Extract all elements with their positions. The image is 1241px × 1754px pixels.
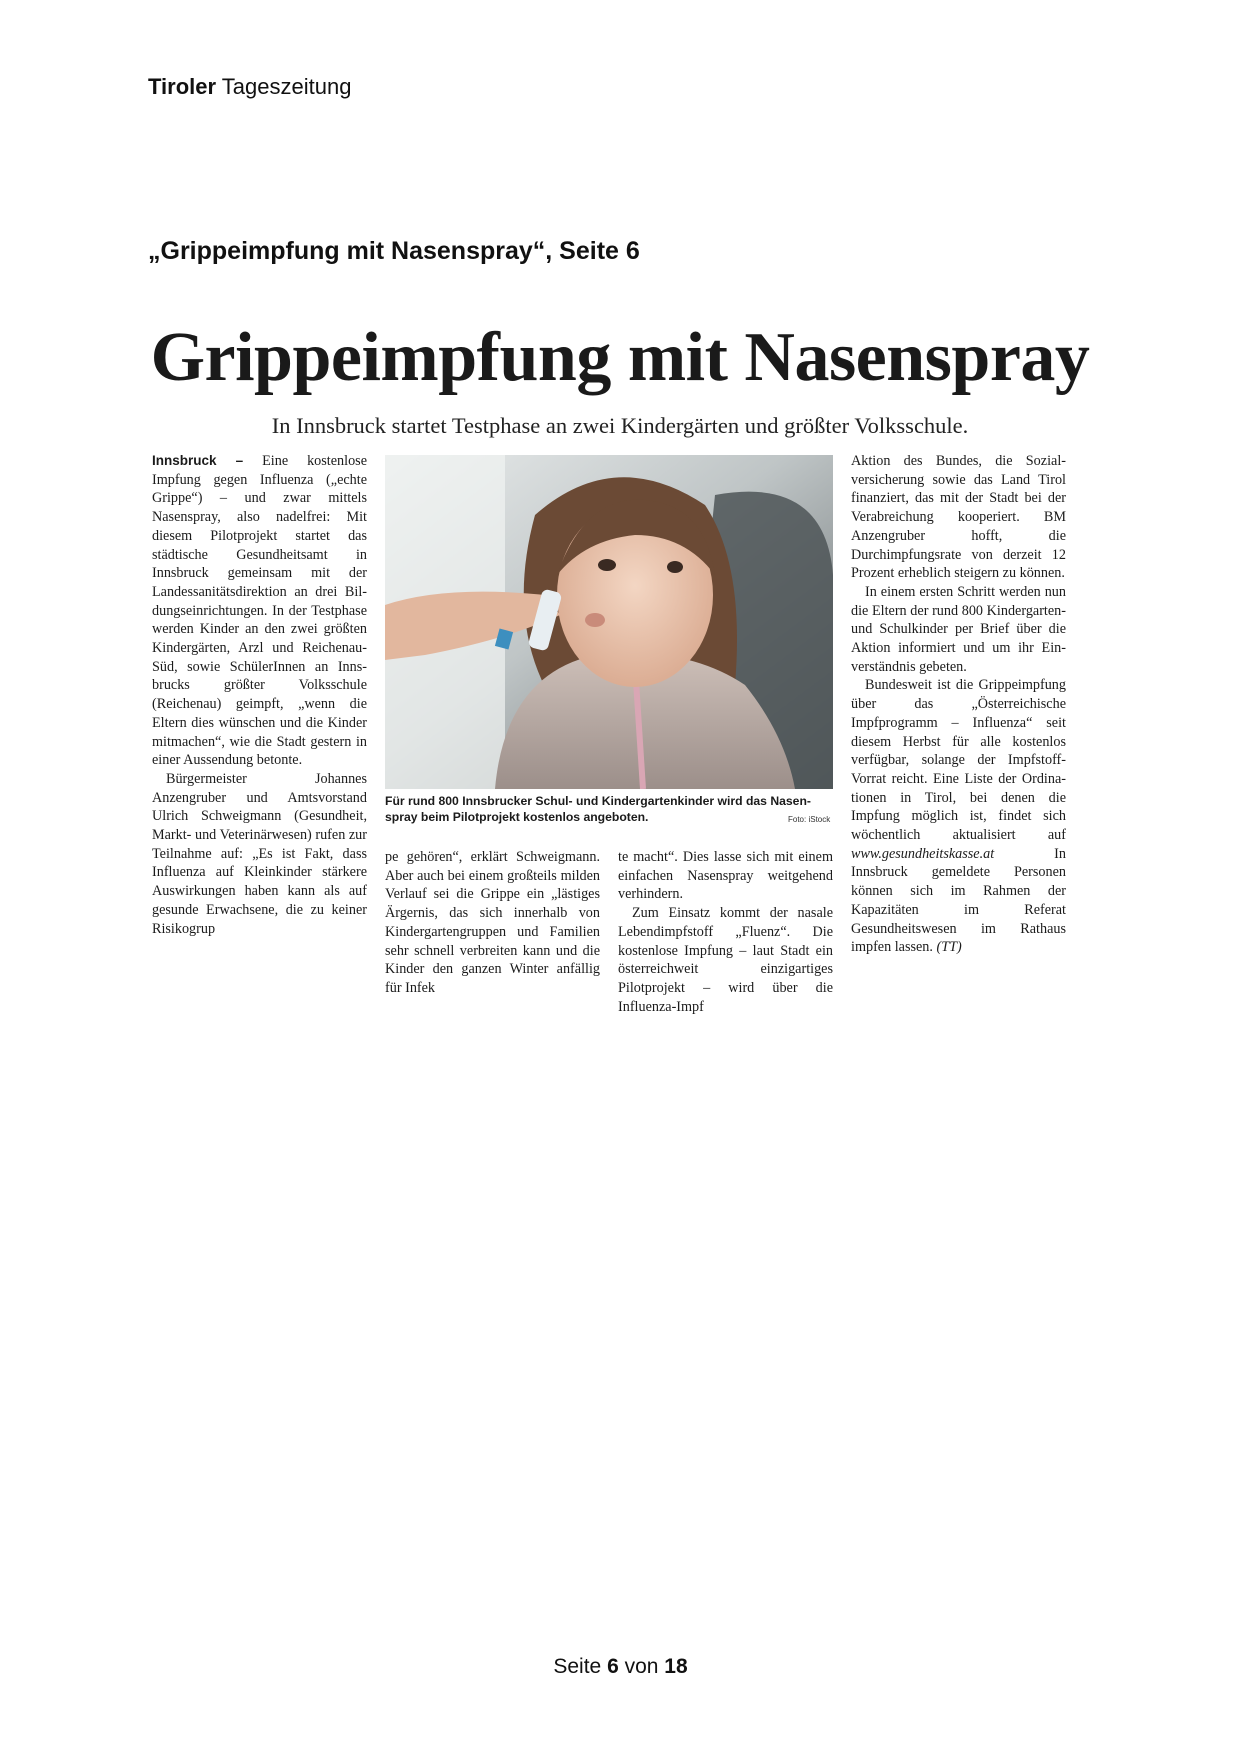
column-2-paragraph-1: pe gehören“, erklärt Schweigmann. Aber auch bei einem großteils milden Verlauf sei die Grippe ein „lästiges Ärgernis, das sich innerhalb von Kindergartengruppen und Familien sehr schnell verbreiten kann und die Kinder den ganzen Winter anfällig für Infek xyxy=(385,849,600,996)
article-column-4 xyxy=(851,452,1066,957)
article-subheadline: In Innsbruck startet Testphase an zwei Kindergärten und größter Volksschule. xyxy=(271,413,969,438)
footer-prefix: Seite xyxy=(553,1655,602,1678)
child-nasal-spray-photo xyxy=(385,455,833,789)
column-4-paragraph-3-text: Bundesweit ist die Grippeimpfung über das „Österreichische Impfprogramm – Influenza“ seit diesem Herbst für alle kostenlos verfügbar, solange der Impfstoff-Vorrat reicht. Eine Liste der Ordinationen in Tirol, bei denen die Impfung möglich ist, findet sich wöchentlich aktualisiert auf xyxy=(851,677,1066,844)
column-3-paragraph-2: Zum Einsatz kommt der nasale Lebendimpfstoff „Fluenz“. Die kostenlose Impfung – laut Stadt ein österreichweit einzigartiges Pilotprojekt – wird über die Influenza-Impf xyxy=(618,905,833,1015)
photo-credit: Foto: iStock xyxy=(788,815,831,824)
article-column-3 xyxy=(618,848,833,1016)
column-1-paragraph-2: Bürgermeister Johannes Anzengruber und Amtsvorstand Ulrich Schweigmann (Gesundheit, Markt- und Veterinärwesen) rufen zur Teilnahme auf: „Es ist Fakt, dass Influenza auf Kleinkinder stärkere Auswirkungen haben kann als auf gesunde Erwachsene, die zu keiner Risikogrup xyxy=(152,770,367,937)
reference-title: „Grippeimpfung mit Nasenspray“, Seite 6 xyxy=(148,237,640,265)
column-4-paragraph-3-end: In Innsbruck gemeldete Personen können sich im Rahmen der Kapazitäten im Referat Gesundheitswesen im Rathaus impfen lassen. xyxy=(851,845,1066,956)
masthead xyxy=(148,74,351,100)
column-4-paragraph-3 xyxy=(851,676,1066,957)
author-signature: (TT) xyxy=(936,939,962,956)
page-footer xyxy=(0,1655,1241,1679)
column-1-paragraph-1: Eine kostenlose Impfung gegen Influenza („echte Grippe“) – und zwar mittels Nasenspray, also nadelfrei: Mit diesem Pilotprojekt startet das städtische Gesundheitsamt in Innsbruck gemeinsam mit der Landessanitätsdirektion an drei Bildungseinrichtungen. In der Testphase werden Kinder an den zwei größten Kindergärten, Arzl und Reichenau-Süd, sowie SchülerInnen an Innsbrucks größter Volksschule (Reichenau) geimpft, „wenn die Eltern dies wünschen und die Kinder mitmachen“, wie die Stadt gestern in einer Aussendung betonte. xyxy=(152,453,367,769)
masthead-brand: Tiroler xyxy=(148,74,217,99)
article-column-2 xyxy=(385,848,600,998)
article-column-1 xyxy=(152,452,367,938)
footer-middle: von xyxy=(624,1655,659,1678)
column-4-paragraph-2: In einem ersten Schritt werden nun die Eltern der rund 800 Kindergarten- und Schulkinder per Brief über die Aktion informiert und um ihr Einverständnis gebeten. xyxy=(851,583,1066,675)
dateline: Innsbruck – xyxy=(152,453,244,468)
footer-page-total: 18 xyxy=(664,1655,688,1678)
column-3-paragraph-1: te macht“. Dies lasse sich mit einem einfachen Nasenspray weitgehend verhindern. xyxy=(618,849,833,903)
article-headline: Grippeimpfung mit Nasenspray xyxy=(150,319,1090,396)
website-link[interactable]: www.gesundheitskasse.at xyxy=(851,845,995,862)
article-photo xyxy=(385,455,833,789)
photo-caption: Für rund 800 Innsbrucker Schul- und Kindergartenkinder wird das Nasenspray beim Pilotprojekt kostenlos angeboten. xyxy=(385,794,811,824)
masthead-name: Tageszeitung xyxy=(221,74,352,99)
footer-page-number: 6 xyxy=(607,1655,619,1678)
column-4-paragraph-1: Aktion des Bundes, die Sozialversicherung sowie das Land Tirol finanziert, das mit der Stadt bei der Verabreichung kooperiert. BM Anzengruber hofft, die Durchimpfungsrate von derzeit 12 Prozent erheblich steigern zu können. xyxy=(851,453,1066,582)
